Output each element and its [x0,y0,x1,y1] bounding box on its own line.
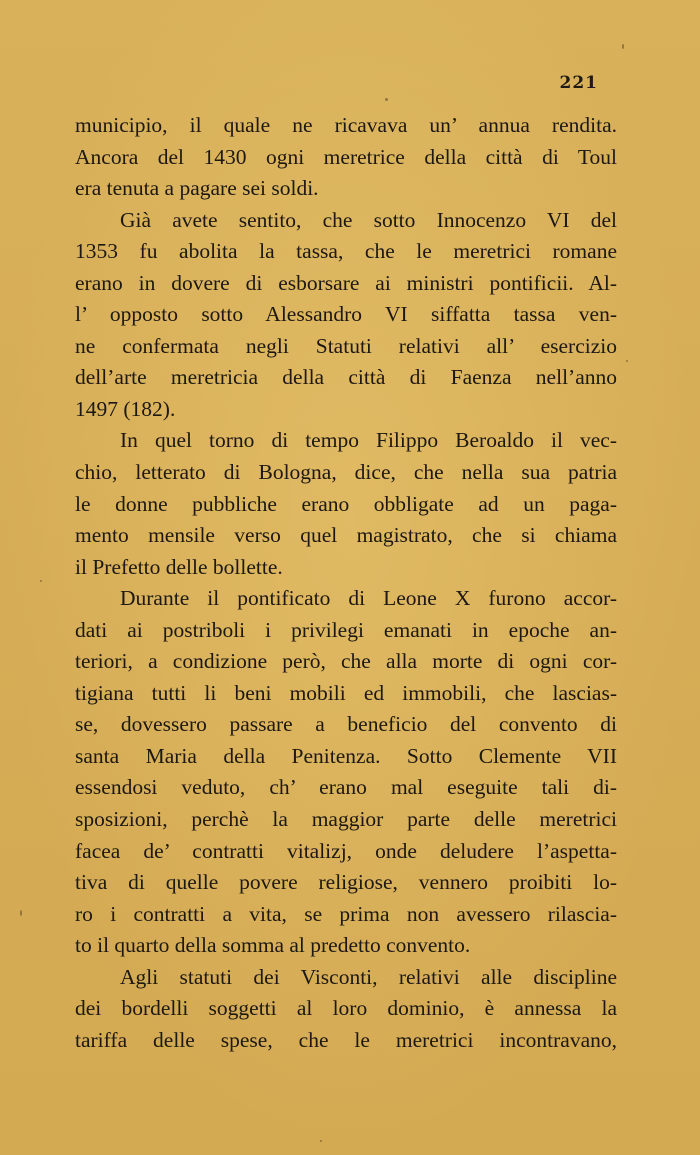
text-line: ro i contratti a vita, se prima non avessero rilascia- [75,901,617,926]
paper-speck [385,98,388,101]
text-line: teriori, a condizione però, che alla morte di ogni cor- [75,649,617,674]
paper-speck [626,360,628,362]
text-line: dell’arte meretricia della città di Faenza nell’anno [75,365,617,390]
paper-speck [20,910,22,916]
text-line: Durante il pontificato di Leone X furono accor- [120,586,617,611]
text-line: il Prefetto delle bollette. [75,554,283,579]
text-line: dati ai postriboli i privilegi emanati in epoche an- [75,617,617,642]
text-line: Ancora del 1430 ogni meretrice della città di Toul [75,144,617,169]
text-line: facea de’ contratti vitalizj, onde deludere l’aspetta- [75,838,617,863]
text-line: santa Maria della Penitenza. Sotto Clemente VII [75,743,617,768]
text-line: Agli statuti dei Visconti, relativi alle discipline [120,964,617,989]
text-line: era tenuta a pagare sei soldi. [75,176,319,201]
text-line: Già avete sentito, che sotto Innocenzo VI del [120,207,617,232]
text-line: dei bordelli soggetti al loro dominio, è annessa la [75,996,617,1021]
text-line: tariffa delle spese, che le meretrici incontravano, [75,1027,617,1052]
text-line: tigiana tutti li beni mobili ed immobili, che lascias- [75,680,617,705]
paper-speck [40,580,42,582]
text-line: to il quarto della somma al predetto convento. [75,933,471,958]
body-text [75,110,617,1056]
paper-speck [622,44,624,49]
text-line: essendosi veduto, ch’ erano mal eseguite tali di- [75,775,617,800]
text-line: 1353 fu abolita la tassa, che le meretrici romane [75,239,617,264]
text-line: In quel torno di tempo Filippo Beroaldo il vec- [120,428,617,453]
text-line: le donne pubbliche erano obbligate ad un paga- [75,491,617,516]
text-line: l’ opposto sotto Alessandro VI siffatta tassa ven- [75,302,617,327]
text-line: tiva di quelle povere religiose, vennero proibiti lo- [75,870,617,895]
paper-speck [320,1140,322,1142]
text-line: 1497 (182). [75,396,176,421]
text-line: municipio, il quale ne ricavava un’ annua rendita. [75,113,617,137]
page-number: 221 [559,73,598,93]
text-line: se, dovessero passare a beneficio del convento di [75,712,617,737]
text-line: ne confermata negli Statuti relativi all’ esercizio [75,333,617,358]
text-line: erano in dovere di esborsare ai ministri pontificii. Al- [75,270,617,295]
text-line: mento mensile verso quel magistrato, che si chiama [75,523,617,548]
text-line: sposizioni, perchè la maggior parte delle meretrici [75,807,617,832]
text-line: chio, letterato di Bologna, dice, che nella sua patria [75,460,617,485]
